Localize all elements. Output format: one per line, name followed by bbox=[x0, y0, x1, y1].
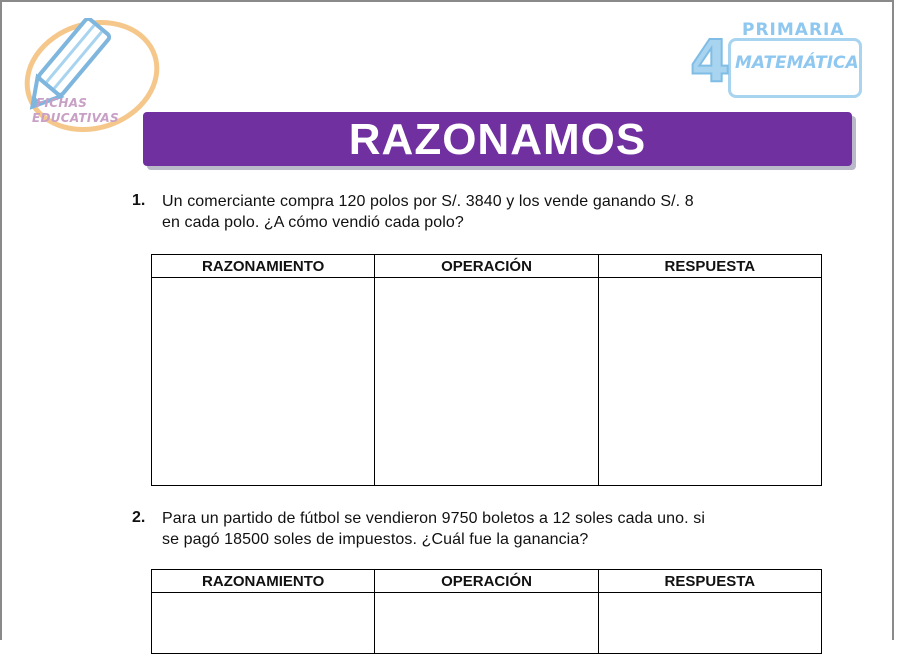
primaria-matematica-logo bbox=[688, 18, 868, 106]
problem-1-text bbox=[162, 191, 802, 233]
column-respuesta: RESPUESTA bbox=[598, 570, 821, 593]
problem-1-line1: Un comerciante compra 120 polos por S/. 3840 y los vende ganando S/. 8 bbox=[162, 193, 694, 210]
problem-2-line1: Para un partido de fútbol se vendieron 9750 boletos a 12 soles cada uno. si bbox=[162, 510, 705, 527]
problem-1-work-table bbox=[151, 254, 822, 486]
logo-text-line2: EDUCATIVAS bbox=[32, 111, 119, 125]
respuesta-cell[interactable] bbox=[598, 278, 821, 486]
subject-label: MATEMÁTICA bbox=[735, 53, 859, 73]
title-banner bbox=[143, 112, 852, 166]
logo-text-line1: FICHAS bbox=[36, 96, 88, 110]
problem-1-line2: en cada polo. ¿A cómo vendió cada polo? bbox=[162, 214, 464, 231]
column-operacion: OPERACIÓN bbox=[375, 570, 598, 593]
column-operacion: OPERACIÓN bbox=[375, 255, 598, 278]
problem-2-work-table bbox=[151, 569, 822, 654]
razonamiento-cell[interactable] bbox=[152, 593, 375, 654]
operacion-cell[interactable] bbox=[375, 593, 598, 654]
column-razonamiento: RAZONAMIENTO bbox=[152, 255, 375, 278]
razonamiento-cell[interactable] bbox=[152, 278, 375, 486]
problem-2-line2: se pagó 18500 soles de impuestos. ¿Cuál fue la ganancia? bbox=[162, 531, 589, 548]
fichas-educativas-logo bbox=[14, 18, 164, 143]
problem-1-number: 1. bbox=[132, 192, 146, 209]
respuesta-cell[interactable] bbox=[598, 593, 821, 654]
problem-2-text bbox=[162, 508, 802, 550]
level-label: PRIMARIA bbox=[742, 20, 845, 40]
page-title: RAZONAMOS bbox=[348, 115, 647, 164]
grade-number: 4 bbox=[690, 27, 731, 95]
operacion-cell[interactable] bbox=[375, 278, 598, 486]
column-respuesta: RESPUESTA bbox=[598, 255, 821, 278]
column-razonamiento: RAZONAMIENTO bbox=[152, 570, 375, 593]
problem-2-number: 2. bbox=[132, 509, 146, 526]
